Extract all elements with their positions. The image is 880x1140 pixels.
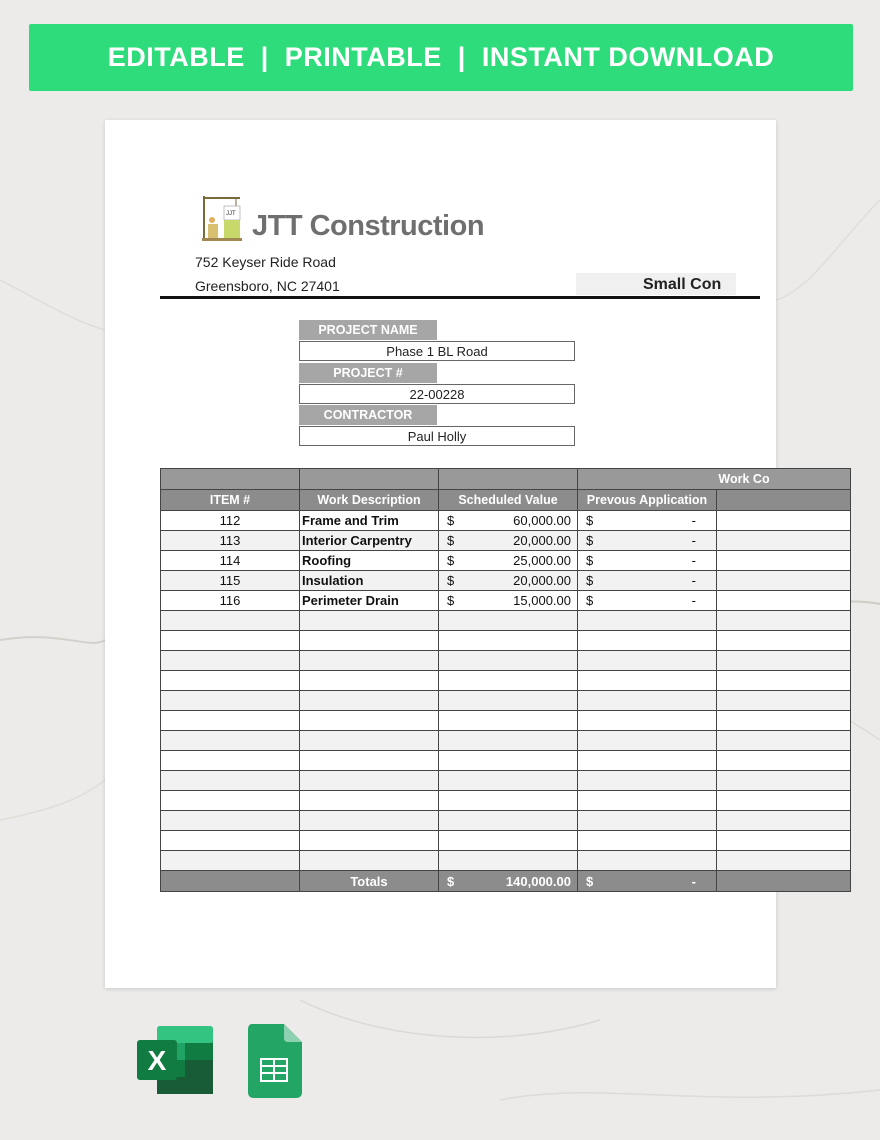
table-row[interactable]: [161, 531, 851, 551]
project-number-field[interactable]: 22-00228: [299, 384, 575, 404]
empty-cell[interactable]: [717, 771, 851, 791]
empty-cell[interactable]: [717, 711, 851, 731]
empty-cell[interactable]: [578, 631, 717, 651]
empty-cell[interactable]: [439, 731, 578, 751]
previous-amount: -: [691, 513, 696, 528]
currency-symbol: $: [586, 533, 594, 548]
empty-cell[interactable]: [717, 691, 851, 711]
empty-cell[interactable]: [300, 651, 439, 671]
empty-cell[interactable]: [161, 711, 300, 731]
empty-cell[interactable]: [300, 751, 439, 771]
empty-table-row[interactable]: [161, 731, 851, 751]
empty-cell[interactable]: [439, 671, 578, 691]
currency-symbol: $: [447, 573, 455, 588]
currency-symbol: $: [586, 553, 594, 568]
banner-separator: |: [457, 42, 466, 72]
empty-cell[interactable]: [161, 831, 300, 851]
previous-application-cell[interactable]: [578, 571, 717, 591]
excel-letter: X: [147, 1045, 167, 1076]
item-number-cell[interactable]: 116: [161, 591, 300, 611]
empty-table-row[interactable]: [161, 691, 851, 711]
column-header-item: ITEM #: [161, 490, 300, 511]
address-line-1: 752 Keyser Ride Road: [195, 254, 336, 270]
empty-cell[interactable]: [300, 691, 439, 711]
excel-icon[interactable]: [137, 1024, 213, 1096]
empty-cell[interactable]: [717, 611, 851, 631]
totals-previous-amount: -: [691, 873, 696, 889]
project-number-label: PROJECT #: [299, 363, 437, 383]
contractor-label: CONTRACTOR: [299, 405, 437, 425]
previous-amount: -: [691, 553, 696, 568]
empty-cell[interactable]: [300, 851, 439, 871]
empty-cell[interactable]: [578, 751, 717, 771]
banner-instant-download: INSTANT DOWNLOAD: [481, 42, 775, 72]
company-name: JTT Construction: [252, 210, 485, 242]
totals-empty-cell: [161, 871, 300, 892]
empty-cell[interactable]: [717, 591, 851, 611]
currency-symbol: $: [586, 573, 594, 588]
scheduled-amount: 60,000.00: [513, 513, 571, 528]
totals-empty-cell: [717, 871, 851, 892]
empty-cell[interactable]: [717, 511, 851, 531]
empty-table-row[interactable]: [161, 771, 851, 791]
empty-cell[interactable]: [439, 851, 578, 871]
column-header-scheduled-value: Scheduled Value: [439, 490, 578, 511]
empty-table-row[interactable]: [161, 791, 851, 811]
project-name-field[interactable]: Phase 1 BL Road: [299, 341, 575, 361]
empty-cell[interactable]: [439, 691, 578, 711]
empty-cell[interactable]: [578, 711, 717, 731]
empty-cell[interactable]: [578, 771, 717, 791]
empty-cell[interactable]: [578, 831, 717, 851]
totals-label: Totals: [300, 871, 439, 892]
column-header-description: Work Description: [300, 490, 439, 511]
totals-scheduled-cell: [439, 871, 578, 892]
scheduled-value-cell[interactable]: [439, 531, 578, 551]
empty-table-row[interactable]: [161, 651, 851, 671]
empty-cell[interactable]: [439, 611, 578, 631]
scheduled-value-cell[interactable]: [439, 571, 578, 591]
empty-table-row[interactable]: [161, 611, 851, 631]
previous-amount: -: [691, 573, 696, 588]
empty-table-row[interactable]: [161, 631, 851, 651]
table-row[interactable]: [161, 591, 851, 611]
empty-cell[interactable]: [161, 691, 300, 711]
empty-cell[interactable]: [300, 711, 439, 731]
column-header-empty: [717, 490, 851, 511]
group-header-label: Work Co: [718, 472, 770, 486]
previous-application-cell[interactable]: [578, 531, 717, 551]
empty-cell[interactable]: [161, 751, 300, 771]
empty-cell[interactable]: [439, 711, 578, 731]
description-cell[interactable]: Frame and Trim: [300, 511, 439, 531]
previous-application-cell[interactable]: [578, 591, 717, 611]
empty-cell[interactable]: [717, 751, 851, 771]
empty-cell[interactable]: [578, 731, 717, 751]
table-row[interactable]: [161, 511, 851, 531]
contractor-field[interactable]: Paul Holly: [299, 426, 575, 446]
column-header-previous-application: Prevous Application: [578, 490, 717, 511]
empty-cell[interactable]: [300, 631, 439, 651]
description-cell[interactable]: Perimeter Drain: [300, 591, 439, 611]
schedule-of-values-table: [160, 468, 851, 892]
previous-application-cell[interactable]: [578, 551, 717, 571]
group-header-work-completed: [578, 469, 851, 490]
empty-cell[interactable]: [161, 611, 300, 631]
currency-symbol: $: [447, 873, 455, 889]
empty-table-row[interactable]: [161, 831, 851, 851]
empty-cell[interactable]: [161, 791, 300, 811]
scheduled-value-cell[interactable]: [439, 511, 578, 531]
empty-cell[interactable]: [161, 651, 300, 671]
empty-cell[interactable]: [578, 691, 717, 711]
empty-cell[interactable]: [439, 771, 578, 791]
empty-cell[interactable]: [300, 811, 439, 831]
empty-cell[interactable]: [578, 671, 717, 691]
description-cell[interactable]: Insulation: [300, 571, 439, 591]
empty-cell[interactable]: [439, 811, 578, 831]
currency-symbol: $: [586, 593, 594, 608]
document-content: [160, 180, 770, 940]
empty-cell[interactable]: [161, 631, 300, 651]
empty-table-row[interactable]: [161, 851, 851, 871]
empty-cell[interactable]: [717, 851, 851, 871]
banner-editable: EDITABLE: [107, 42, 245, 72]
group-header-cell: [439, 469, 578, 490]
scheduled-amount: 20,000.00: [513, 573, 571, 588]
empty-cell[interactable]: [300, 771, 439, 791]
empty-cell[interactable]: [578, 851, 717, 871]
scheduled-amount: 15,000.00: [513, 593, 571, 608]
table-row[interactable]: [161, 571, 851, 591]
empty-cell[interactable]: [161, 811, 300, 831]
currency-symbol: $: [586, 513, 594, 528]
empty-cell[interactable]: [717, 651, 851, 671]
currency-symbol: $: [447, 593, 455, 608]
totals-scheduled-amount: 140,000.00: [505, 873, 571, 889]
empty-cell[interactable]: [717, 551, 851, 571]
scheduled-value-cell[interactable]: [439, 591, 578, 611]
document-title: Small Con: [576, 273, 736, 295]
empty-cell[interactable]: [717, 531, 851, 551]
empty-cell[interactable]: [717, 731, 851, 751]
item-number-cell[interactable]: 113: [161, 531, 300, 551]
empty-cell[interactable]: [300, 731, 439, 751]
item-number-cell[interactable]: 115: [161, 571, 300, 591]
empty-cell[interactable]: [161, 851, 300, 871]
empty-cell[interactable]: [717, 631, 851, 651]
empty-table-row[interactable]: [161, 751, 851, 771]
google-sheets-icon[interactable]: [248, 1024, 302, 1098]
empty-cell[interactable]: [300, 671, 439, 691]
previous-application-cell[interactable]: [578, 511, 717, 531]
empty-cell[interactable]: [300, 831, 439, 851]
empty-cell[interactable]: [578, 811, 717, 831]
totals-previous-cell: [578, 871, 717, 892]
empty-cell[interactable]: [439, 631, 578, 651]
banner-printable: PRINTABLE: [284, 42, 442, 72]
empty-cell[interactable]: [161, 671, 300, 691]
previous-amount: -: [691, 533, 696, 548]
previous-amount: -: [691, 593, 696, 608]
empty-cell[interactable]: [439, 791, 578, 811]
scheduled-value-cell[interactable]: [439, 551, 578, 571]
description-cell[interactable]: Roofing: [300, 551, 439, 571]
scheduled-amount: 25,000.00: [513, 553, 571, 568]
project-name-label: PROJECT NAME: [299, 320, 437, 340]
currency-symbol: $: [447, 533, 455, 548]
header-divider: [160, 296, 760, 299]
empty-cell[interactable]: [717, 571, 851, 591]
group-header-cell: [161, 469, 300, 490]
empty-cell[interactable]: [578, 611, 717, 631]
item-number-cell[interactable]: 114: [161, 551, 300, 571]
empty-cell[interactable]: [161, 771, 300, 791]
item-number-cell[interactable]: 112: [161, 511, 300, 531]
banner-separator: |: [260, 42, 269, 72]
feature-banner: [29, 24, 853, 91]
totals-row: [161, 871, 851, 892]
company-logo-icon: [200, 194, 242, 242]
empty-cell[interactable]: [439, 831, 578, 851]
empty-cell[interactable]: [717, 831, 851, 851]
document-preview: [105, 120, 776, 988]
scheduled-amount: 20,000.00: [513, 533, 571, 548]
empty-cell[interactable]: [161, 731, 300, 751]
description-cell[interactable]: Interior Carpentry: [300, 531, 439, 551]
table-header-row: [161, 490, 851, 511]
empty-cell[interactable]: [717, 811, 851, 831]
logo-text: JJT: [226, 211, 236, 217]
group-header-cell: [300, 469, 439, 490]
empty-table-row[interactable]: [161, 711, 851, 731]
empty-table-row[interactable]: [161, 811, 851, 831]
currency-symbol: $: [447, 553, 455, 568]
empty-cell[interactable]: [578, 791, 717, 811]
empty-cell[interactable]: [300, 611, 439, 631]
currency-symbol: $: [447, 513, 455, 528]
table-row[interactable]: [161, 551, 851, 571]
empty-cell[interactable]: [717, 671, 851, 691]
empty-cell[interactable]: [717, 791, 851, 811]
address-line-2: Greensboro, NC 27401: [195, 278, 340, 294]
empty-cell[interactable]: [439, 651, 578, 671]
empty-cell[interactable]: [300, 791, 439, 811]
empty-table-row[interactable]: [161, 671, 851, 691]
table-group-header-row: [161, 469, 851, 490]
empty-cell[interactable]: [578, 651, 717, 671]
currency-symbol: $: [586, 873, 594, 889]
empty-cell[interactable]: [439, 751, 578, 771]
